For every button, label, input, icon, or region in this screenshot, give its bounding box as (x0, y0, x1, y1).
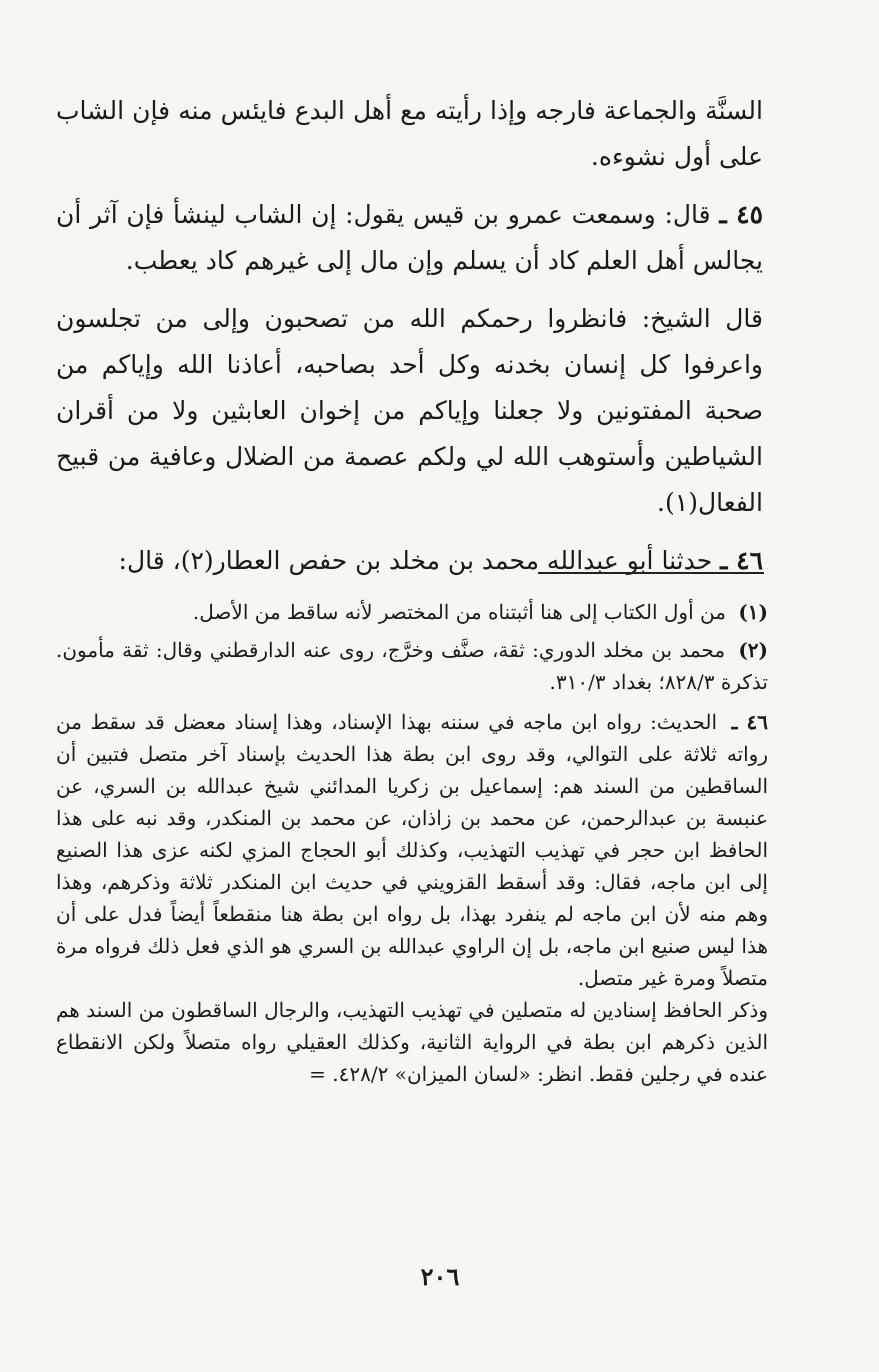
hadith-note-46 (56, 706, 768, 994)
item-number-45: ٤٥ ـ (719, 200, 763, 229)
footnote-1 (56, 596, 768, 628)
footnotes (56, 596, 768, 1090)
footnote-2 (56, 634, 768, 698)
footnote-divider (538, 572, 764, 574)
footnote-1-text: من أول الكتاب إلى هنا أثبتناه من المختصر لأنه ساقط من الأصل. (192, 600, 726, 624)
footnote-1-mark: (١) (738, 600, 768, 624)
footnote-2-text: محمد بن مخلد الدوري: ثقة، صنَّف وخرَّج، روى عنه الدارقطني وقال: ثقة مأمون. تذكرة ٨٢٨/٣؛ بغداد ٣١٠/٣. (56, 638, 768, 694)
paragraph-continuation: السنَّة والجماعة فارجه وإذا رأيته مع أهل البدع فايئس منه فإن الشاب على أول نشوءه. (56, 96, 763, 171)
hadith-note-46-continuation: وذكر الحافظ إسنادين له متصلين في تهذيب التهذيب، والرجال الساقطون من السند هم الذين ذكرهم ابن بطة في الرواية الثانية، وكذلك العقيلي رواه متصلاً ولكن الانقطاع عنده في رجلين فقط. انظر: «لسان الميزان» ٤٢٨/٢. = (56, 998, 768, 1086)
hadith-note-46-text: الحديث: رواه ابن ماجه في سننه بهذا الإسناد، وهذا إسناد معضل قد سقط من رواته ثلاثة على التوالي، وقد روى ابن بطة هذا الحديث بإسناد آخر متصل فتبين أن الساقطين من السند هم: إسماعيل بن زكريا المدائني شيخ عبدالله بن السري، عن عنبسة بن عبدالرحمن، عن محمد بن زاذان، عن محمد بن المنكدر، وقد نبه على هذا الحافظ ابن حجر في تهذيب التهذيب، وكذلك أبو الحجاج المزي لكنه عزى هذا الصنيع إلى ابن ماجه، فقال: وقد أسقط القزويني في حديث ابن المنكدر ثلاثة وذكرهم، وهذا وهم منه لأن ابن ماجه لم ينفرد بهذا، بل رواه ابن بطة هنا منقطعاً أيضاً فدل على أن هذا ليس صنيع ابن ماجه، بل إن الراوي عبدالله بن السري هو الذي فعل ذلك فرواه مرة متصلاً ومرة غير متصل. (56, 710, 768, 990)
paragraph-46-text: حدثنا أبو عبدالله محمد بن مخلد بن حفص العطار(٢)، قال: (118, 546, 713, 575)
footnote-2-mark: (٢) (738, 638, 768, 662)
paragraph-45 (56, 192, 763, 284)
item-number-46: ٤٦ ـ (720, 546, 763, 575)
hadith-note-46-mark: ٤٦ ـ (731, 710, 769, 734)
paragraph-45-text: قال: وسمعت عمرو بن قيس يقول: إن الشاب لينشأ فإن آثر أن يجالس أهل العلم كاد أن يسلم وإن مال إلى غيرهم كاد يعطب. (56, 200, 763, 275)
paragraph-46 (56, 538, 763, 584)
main-text (56, 88, 763, 596)
page-number: ٢٠٦ (420, 1262, 460, 1291)
paragraph-sheikh: قال الشيخ: فانظروا رحمكم الله من تصحبون وإلى من تجلسون واعرفوا كل إنسان بخدنه وكل أحد بصاحبه، أعاذنا الله وإياكم من صحبة المفتونين ولا جعلنا وإياكم من إخوان العابثين ولا من أقران الشياطين وأستوهب الله لي ولكم عصمة من الضلال وعافية من قبيح الفعال(١). (56, 304, 763, 517)
